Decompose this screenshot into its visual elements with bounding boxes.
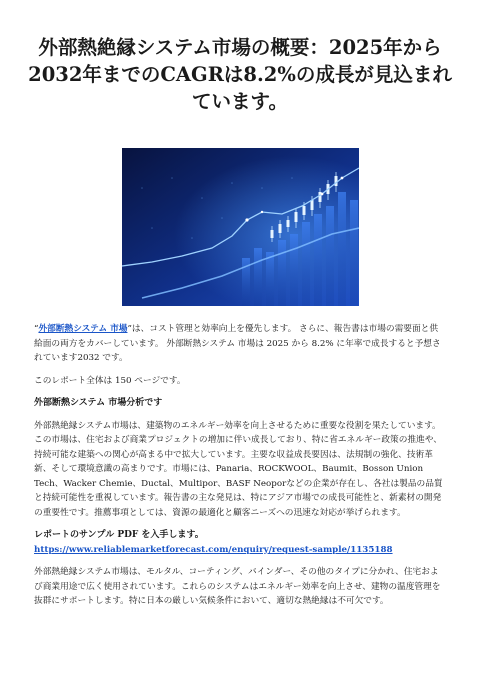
analysis-heading: 外部断熱システム 市場分析です [34, 398, 163, 408]
analysis-paragraph: 外部熱絶縁システム市場は、建築物のエネルギー効率を向上させるために重要な役割を果たしています。この市場は、住宅および商業プロジェクトの増加に伴い成長しており、特に省エネルギー政策の推進や、持続可能な建築への関心が高まる中で拡大しています。主要な収益成長要因は、法規制の強化、技術革新、そして環境意識の高まりです。市場には、Panaria、ROCKWOOL、Baumit、Bosson Union Tech、Wacker Chemie、Ductal、Multipor、BASF Neoporなどの企業が存在し、各社は製品の品質と持続可能性を重視しています。報告書の主な発見は、特にアジア市場での成長可能性と、新素材の開発の重要性です。推薦事項としては、資源の最適化と顧客ニーズへの迅速な対応が挙げられます。 [34, 420, 443, 518]
sample-pdf-link[interactable]: https://www.reliablemarketforecast.com/enquiry/request-sample/1135188 [34, 544, 393, 555]
intro-open-quote: “ [34, 324, 39, 334]
intro-paragraph [34, 322, 446, 366]
hero-chart-image [122, 148, 359, 306]
sample-pdf-line [34, 528, 446, 557]
sample-pdf-label: レポートのサンプル PDF を入手します。 [34, 530, 204, 540]
pages-line: このレポート全体は 150 ページです。 [34, 375, 186, 386]
market-link[interactable]: 外部断熱システム 市場 [38, 324, 128, 334]
closing-paragraph: 外部熱絶縁システム市場は、モルタル、コーティング、バインダー、その他のタイプに分かれ、住宅および商業用途で広く使用されています。これらのシステムはエネルギー効率を向上させ、建物の温度管理を抜群にサポートします。特に日本の厳しい気候条件において、適切な熱絶縁は不可欠です。 [34, 567, 441, 606]
document-body [34, 322, 446, 617]
document-title: 外部熱絶縁システム市場の概要：2025年から2032年までのCAGRは8.2%の成長が見込まれています。 [28, 36, 452, 113]
intro-text: ”は、コスト管理と効率向上を優先します。 さらに、報告書は市場の需要面と供給面の両方をカバーしています。 外部断熱システム 市場は 2025 から 8.2% に年率で成長すると予想されています2032 です。 [34, 324, 441, 363]
